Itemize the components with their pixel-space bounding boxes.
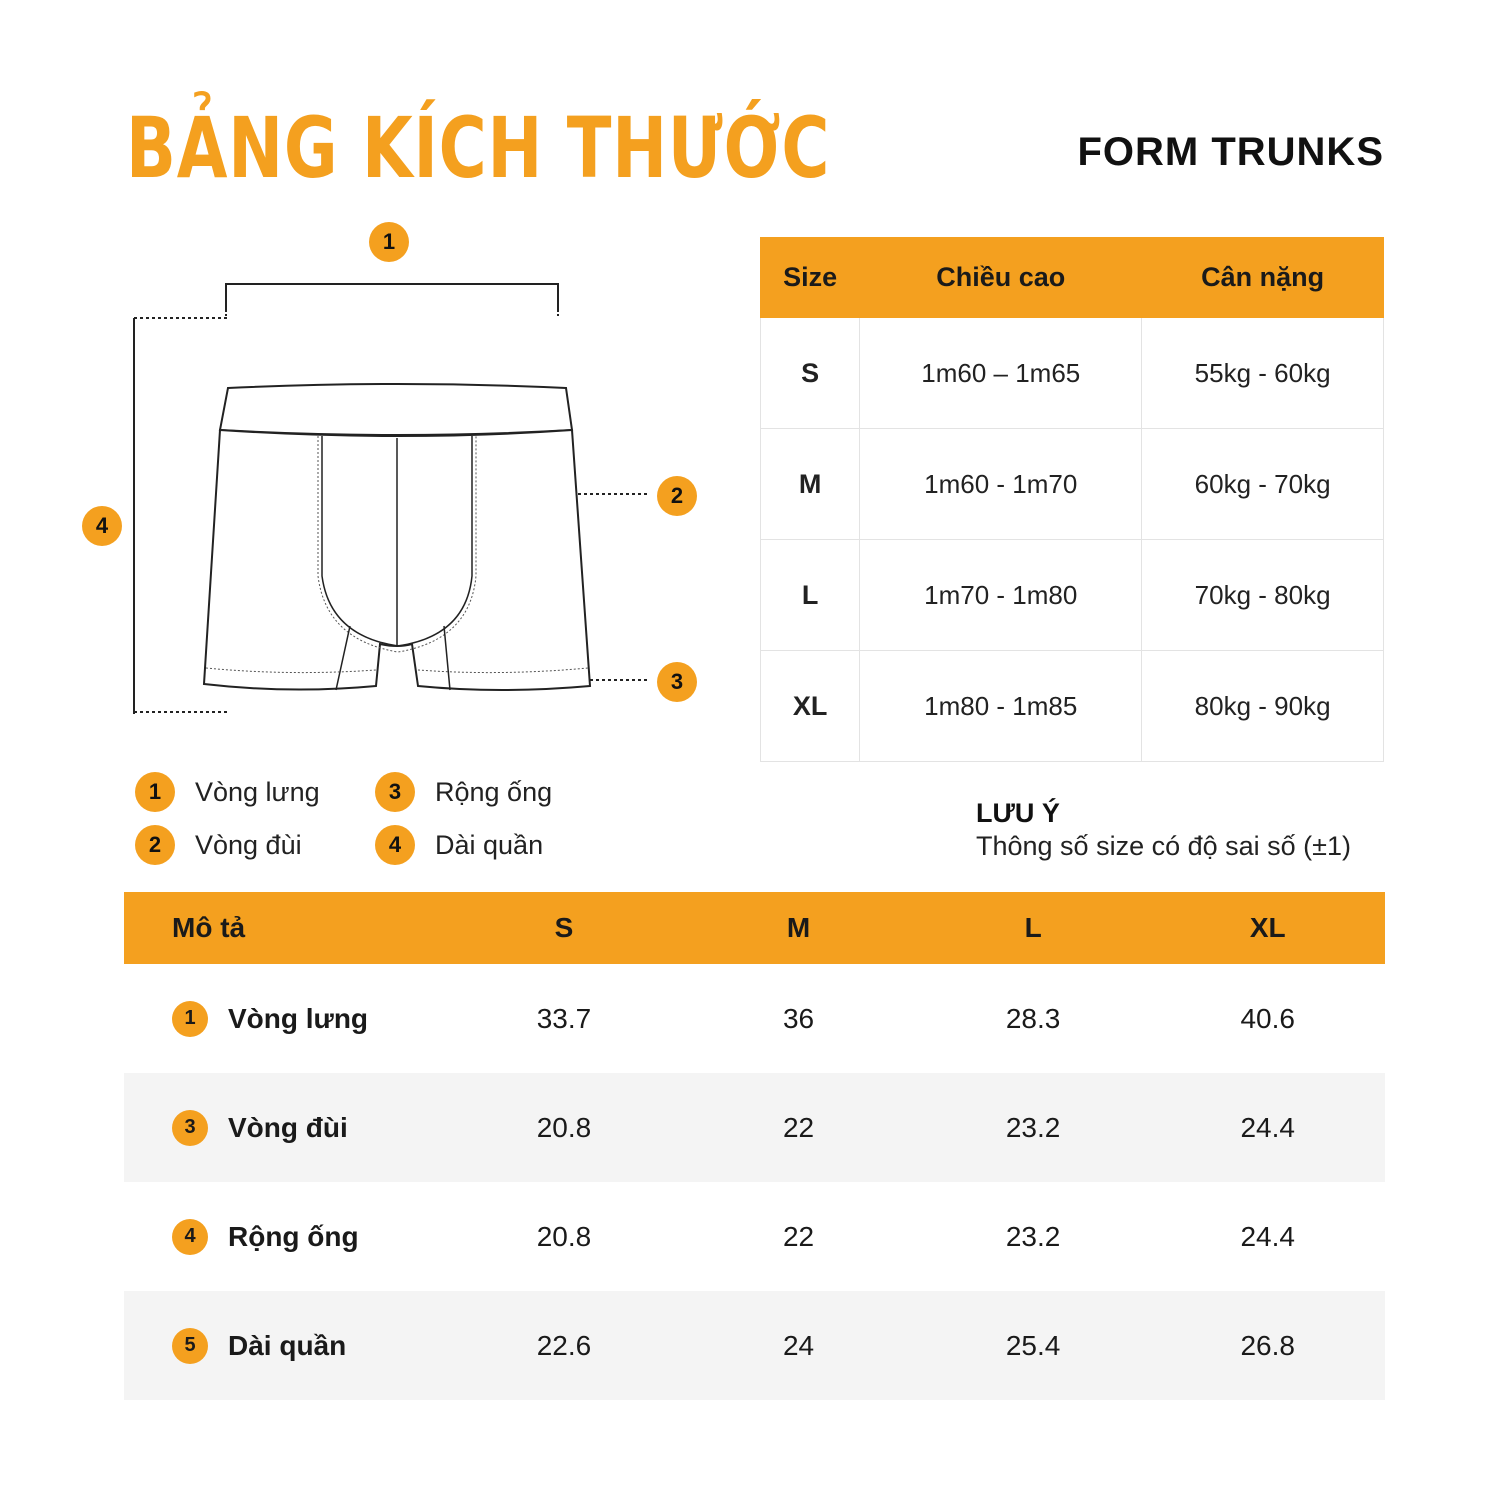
row-label: Rộng ống <box>228 1220 359 1252</box>
legend-number-icon: 2 <box>135 825 175 865</box>
row-label: Dài quần <box>228 1329 347 1361</box>
col-weight: Cân nặng <box>1142 238 1384 318</box>
row-label-cell <box>124 1291 447 1400</box>
row-number-icon: 5 <box>172 1328 208 1364</box>
value-cell: 20.8 <box>536 1220 592 1252</box>
value-cell: 20.8 <box>447 1073 682 1182</box>
row-number-icon: 3 <box>172 1110 208 1146</box>
value-cell: 28.3 <box>1005 1002 1061 1034</box>
col-xl: XL <box>1150 892 1385 964</box>
legend-item <box>375 772 552 812</box>
note <box>976 798 1351 862</box>
measurement-table <box>124 892 1385 1400</box>
height-cell: 1m60 – 1m65 <box>860 318 1142 429</box>
legend-number-icon: 4 <box>375 825 415 865</box>
value-cell: 22.6 <box>447 1291 682 1400</box>
size-table <box>760 237 1384 762</box>
measurement-header <box>124 892 1385 964</box>
legend-item <box>135 772 320 812</box>
col-height: Chiều cao <box>860 238 1142 318</box>
marker-4-icon: 4 <box>82 506 122 546</box>
legend-label: Vòng đùi <box>195 829 302 860</box>
value-cell: 33.7 <box>536 1002 592 1034</box>
legend-label: Rộng ống <box>435 776 553 807</box>
legend-item <box>375 825 543 865</box>
legend-label: Dài quần <box>435 829 544 860</box>
table-row <box>761 429 1384 540</box>
value-cell: 22 <box>681 1073 916 1182</box>
row-label-cell <box>124 1182 447 1291</box>
weight-cell: 60kg - 70kg <box>1142 429 1384 540</box>
col-m: M <box>681 892 916 964</box>
trunks-illustration <box>0 200 740 740</box>
trunks-diagram <box>0 200 740 740</box>
weight-cell: 80kg - 90kg <box>1142 651 1384 762</box>
weight-cell: 70kg - 80kg <box>1142 540 1384 651</box>
value-cell: 26.8 <box>1150 1291 1385 1400</box>
row-label-cell <box>124 1073 447 1182</box>
legend-number-icon: 1 <box>135 772 175 812</box>
note-text: Thông số size có độ sai số (±1) <box>976 831 1351 861</box>
height-cell: 1m60 - 1m70 <box>860 429 1142 540</box>
size-cell: L <box>761 540 860 651</box>
form-name: FORM TRUNKS <box>1077 130 1384 174</box>
legend <box>135 772 655 872</box>
table-row <box>761 540 1384 651</box>
size-cell: S <box>761 318 860 429</box>
col-description: Mô tả <box>124 892 447 964</box>
weight-cell: 55kg - 60kg <box>1142 318 1384 429</box>
page-title: BẢNG KÍCH THƯỚC <box>126 99 831 197</box>
marker-2-icon: 2 <box>657 476 697 516</box>
row-label-cell <box>124 964 447 1073</box>
col-l: L <box>916 892 1151 964</box>
table-row <box>761 651 1384 762</box>
value-cell: 23.2 <box>916 1073 1151 1182</box>
size-cell: XL <box>761 651 860 762</box>
table-row <box>124 964 1385 1073</box>
value-cell: 25.4 <box>916 1291 1151 1400</box>
value-cell: 36 <box>782 1002 815 1034</box>
value-cell: 24.4 <box>1150 1073 1385 1182</box>
col-size: Size <box>761 238 860 318</box>
size-cell: M <box>761 429 860 540</box>
row-label: Vòng đùi <box>228 1111 348 1143</box>
legend-item <box>135 825 302 865</box>
value-cell: 24.4 <box>1240 1220 1295 1252</box>
value-cell: 24 <box>681 1291 916 1400</box>
row-number-icon: 4 <box>172 1219 208 1255</box>
marker-1-icon: 1 <box>369 222 409 262</box>
waist-measure-line <box>226 284 558 312</box>
value-cell: 22 <box>782 1220 815 1252</box>
value-cell: 23.2 <box>1005 1220 1061 1252</box>
col-s: S <box>447 892 682 964</box>
note-title: LƯU Ý <box>976 798 1060 828</box>
legend-label: Vòng lưng <box>195 776 320 807</box>
legend-number-icon: 3 <box>375 772 415 812</box>
row-number-icon: 1 <box>172 1001 208 1037</box>
table-row <box>124 1291 1385 1400</box>
marker-3-icon: 3 <box>657 662 697 702</box>
height-cell: 1m70 - 1m80 <box>860 540 1142 651</box>
size-table-header <box>761 238 1384 318</box>
table-row <box>124 1073 1385 1182</box>
table-row <box>124 1182 1385 1291</box>
row-label: Vòng lưng <box>228 1002 369 1034</box>
height-cell: 1m80 - 1m85 <box>860 651 1142 762</box>
table-row <box>761 318 1384 429</box>
value-cell: 40.6 <box>1240 1002 1295 1034</box>
